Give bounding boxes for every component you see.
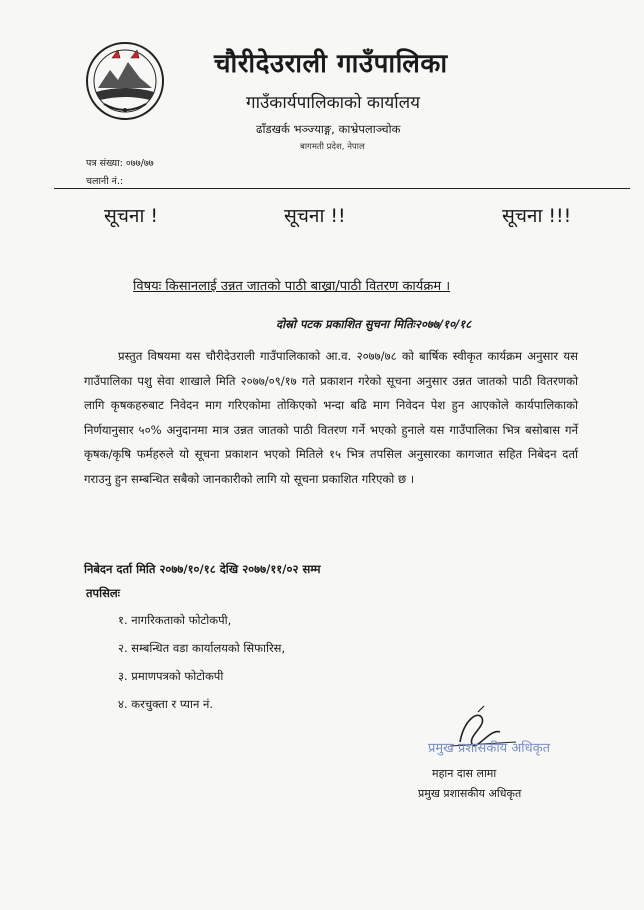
notice-body [84,344,578,491]
nepal-emblem-icon [84,40,166,122]
notice-heading-3: सूचना !!! [502,205,572,227]
notice-heading-2: सूचना !! [284,205,346,227]
list-item: २. सम्बन्धित वडा कार्यालयको सिफारिस, [118,641,286,655]
list-item: ३. प्रमाणपत्रको फोटोकपी [118,669,224,683]
required-documents-list [118,606,285,718]
letter-number: पत्र संख्या: ०७७/७७ [86,158,154,169]
appendix-label: तपसिलः [86,586,120,600]
notice-body-text: प्रस्तुत विषयमा यस चौरीदेउराली गाउँपालिकाको आ.व. २०७७/७८ को बार्षिक स्वीकृत कार्यक्रम अनुसार यस गाउँपालिका पशु सेवा शाखाले मिति २०७७/०९/१७ गते प्रकाशन गरेको सूचना अनुसार उन्नत जातको पाठी वितरणको लागि कृषकहरुबाट निवेदन माग गरिएकोमा तोकिएको भन्दा बढि माग निवेदन पेश हुन आएकोले कार्यपालिकाको निर्णयानुसार ५०% अनुदानमा मात्र उन्नत जातको पाठी वितरण गर्ने भएको हुनाले यस गाउँपालिका भित्र बसोबास गर्ने कृषक/कृषि फर्महरुले यो सूचना प्रकाशन भएको मितिले १५ भित्र तपसिल अनुसारका कागजात सहित निबेदन दर्ता गराउनु हुन सम्बन्धित सबैको जानकारीको लागि यो सूचना प्रकाशित गरिएको छ । [84,349,578,486]
signature-stamp-icon [420,702,560,762]
signer-name: महान दास लामा [432,767,497,780]
office-subtitle: गाउँकार्यपालिकाको कार्यालय [246,93,421,113]
office-address: ढाँडखर्क भञ्ज्याङ्ग, काभ्रेपलाञ्चोक [256,122,401,136]
registration-period: निबेदन दर्ता मिति २०७७/१०/१८ देखि २०७७/११/०२ सम्म [84,562,321,576]
published-date-line: दोस्रो पटक प्रकाशित सुचना मितिः२०७७/१०/१८ [276,317,472,331]
list-item: १. नागरिकताको फोटोकपी, [118,613,232,627]
office-province: बागमती प्रदेश, नेपाल [300,142,365,152]
office-title: चौरीदेउराली गाउँपालिका [214,49,448,79]
subject-line: विषयः किसानलाई उन्नत जातको पाठी बाख्रा/पाठी वितरण कार्यक्रम । [133,279,451,294]
notice-heading-1: सूचना ! [104,205,159,227]
list-item: ४. करचुक्ता र प्यान नं. [118,697,214,711]
signer-title: प्रमुख प्रशासकीय अधिकृत [418,787,522,800]
signature-stamp-text: प्रमुख प्रशासकीय अधिकृत [428,741,551,756]
header-divider [54,188,630,189]
dispatch-number: चलानी नं.: [86,176,124,187]
